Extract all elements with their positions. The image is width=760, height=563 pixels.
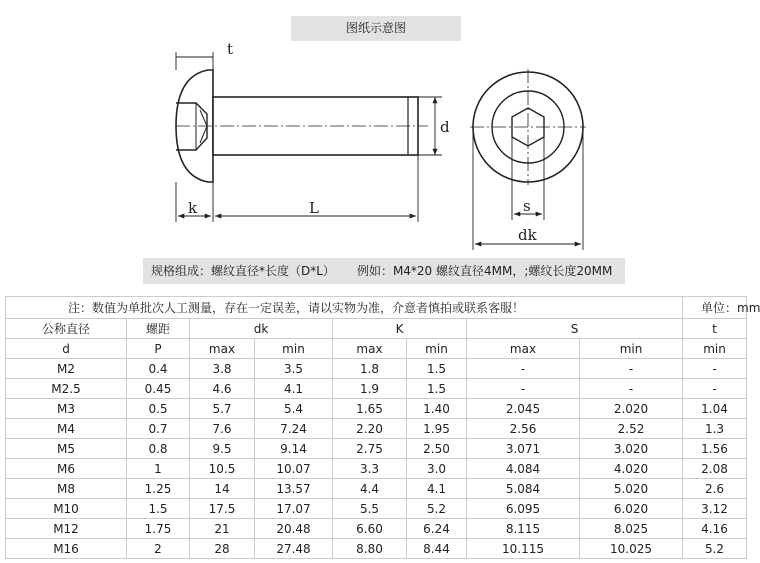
cell-nominal: M12: [6, 519, 127, 539]
cell-dk-max: 9.5: [190, 439, 255, 459]
cell-nominal: M8: [6, 479, 127, 499]
table-row: [6, 399, 747, 419]
technical-drawing: [0, 0, 750, 258]
cell-dk-max: 17.5: [190, 499, 255, 519]
cell-t-min: 3.12: [683, 499, 747, 519]
cell-s-max: 6.095: [467, 499, 580, 519]
cell-dk-min: 5.4: [255, 399, 333, 419]
table-row: [6, 499, 747, 519]
spec-example: 例如：M4*20 螺纹直径4MM，;螺纹长度20MM: [356, 264, 613, 278]
cell-s-min: 6.020: [580, 499, 683, 519]
header-s: S: [467, 319, 683, 339]
cell-dk-min: 10.07: [255, 459, 333, 479]
cell-dk-min: 3.5: [255, 359, 333, 379]
note-text: 注：数值为单批次人工测量，存在一定误差，请以实物为准，介意者慎拍或联系客服！: [6, 297, 683, 319]
dimension-table: [5, 296, 760, 559]
cell-dk-min: 20.48: [255, 519, 333, 539]
cell-dk-max: 10.5: [190, 459, 255, 479]
cell-dk-max: 7.6: [190, 419, 255, 439]
cell-s-min: 2.52: [580, 419, 683, 439]
header-k-min: min: [407, 339, 467, 359]
cell-k-max: 2.20: [333, 419, 407, 439]
cell-dk-min: 27.48: [255, 539, 333, 559]
table-row: [6, 379, 747, 399]
cell-t-min: -: [683, 379, 747, 399]
cell-nominal: M5: [6, 439, 127, 459]
cell-s-max: 2.045: [467, 399, 580, 419]
cell-dk-min: 17.07: [255, 499, 333, 519]
unit-label: 单位：mm: [683, 297, 747, 319]
cell-nominal: M16: [6, 539, 127, 559]
cell-s-max: 8.115: [467, 519, 580, 539]
header-t-min: min: [683, 339, 747, 359]
cell-s-max: 2.56: [467, 419, 580, 439]
cell-dk-max: 14: [190, 479, 255, 499]
cell-s-max: 10.115: [467, 539, 580, 559]
label-L: L: [309, 199, 319, 217]
cell-k-max: 6.60: [333, 519, 407, 539]
header-k: K: [333, 319, 467, 339]
label-k: k: [188, 199, 198, 217]
table-row: [6, 439, 747, 459]
header-t: t: [683, 319, 747, 339]
cell-s-min: 5.020: [580, 479, 683, 499]
cell-k-max: 1.9: [333, 379, 407, 399]
cell-s-min: 2.020: [580, 399, 683, 419]
header-dk-min: min: [255, 339, 333, 359]
cell-nominal: M2.5: [6, 379, 127, 399]
table-row: [6, 479, 747, 499]
header-dk-max: max: [190, 339, 255, 359]
cell-pitch: 0.7: [127, 419, 190, 439]
header-nominal: 公称直径: [6, 319, 127, 339]
cell-dk-max: 21: [190, 519, 255, 539]
cell-pitch: 1.25: [127, 479, 190, 499]
cell-k-max: 5.5: [333, 499, 407, 519]
cell-k-min: 2.50: [407, 439, 467, 459]
cell-k-min: 5.2: [407, 499, 467, 519]
cell-t-min: 2.08: [683, 459, 747, 479]
label-dk: dk: [518, 226, 537, 244]
cell-dk-min: 9.14: [255, 439, 333, 459]
cell-s-min: 3.020: [580, 439, 683, 459]
cell-s-max: 4.084: [467, 459, 580, 479]
header-row: [6, 319, 747, 339]
cell-t-min: -: [683, 359, 747, 379]
cell-s-min: -: [580, 379, 683, 399]
cell-dk-max: 28: [190, 539, 255, 559]
cell-s-max: -: [467, 379, 580, 399]
cell-k-min: 1.5: [407, 359, 467, 379]
cell-t-min: 5.2: [683, 539, 747, 559]
end-view: [470, 69, 586, 185]
table-row: [6, 459, 747, 479]
subheader-row: [6, 339, 747, 359]
header-k-max: max: [333, 339, 407, 359]
header-dk: dk: [190, 319, 333, 339]
cell-k-min: 4.1: [407, 479, 467, 499]
label-t: t: [227, 40, 234, 58]
header-pitch-symbol: P: [127, 339, 190, 359]
header-pitch: 螺距: [127, 319, 190, 339]
cell-k-max: 8.80: [333, 539, 407, 559]
cell-k-min: 8.44: [407, 539, 467, 559]
cell-k-min: 1.95: [407, 419, 467, 439]
header-nominal-symbol: d: [6, 339, 127, 359]
cell-dk-max: 3.8: [190, 359, 255, 379]
cell-k-max: 2.75: [333, 439, 407, 459]
cell-nominal: M6: [6, 459, 127, 479]
cell-s-min: 8.025: [580, 519, 683, 539]
drawing-title: 图纸示意图: [291, 16, 461, 41]
cell-t-min: 2.6: [683, 479, 747, 499]
header-s-max: max: [467, 339, 580, 359]
cell-s-min: 10.025: [580, 539, 683, 559]
cell-pitch: 0.45: [127, 379, 190, 399]
spec-composition: 规格组成：螺纹直径*长度（D*L）: [151, 264, 335, 278]
label-d: d: [440, 118, 450, 136]
cell-s-max: 5.084: [467, 479, 580, 499]
cell-k-max: 1.65: [333, 399, 407, 419]
table-row: [6, 419, 747, 439]
cell-k-min: 1.5: [407, 379, 467, 399]
cell-dk-min: 7.24: [255, 419, 333, 439]
table-row: [6, 359, 747, 379]
t-dimension: [176, 52, 213, 70]
cell-pitch: 0.4: [127, 359, 190, 379]
cell-pitch: 0.8: [127, 439, 190, 459]
cell-k-max: 1.8: [333, 359, 407, 379]
cell-k-min: 1.40: [407, 399, 467, 419]
cell-dk-max: 5.7: [190, 399, 255, 419]
cell-dk-min: 13.57: [255, 479, 333, 499]
cell-t-min: 1.56: [683, 439, 747, 459]
cell-nominal: M4: [6, 419, 127, 439]
spec-description: [143, 258, 625, 284]
cell-dk-min: 4.1: [255, 379, 333, 399]
cell-nominal: M10: [6, 499, 127, 519]
cell-pitch: 1.75: [127, 519, 190, 539]
cell-t-min: 4.16: [683, 519, 747, 539]
cell-k-max: 3.3: [333, 459, 407, 479]
cell-nominal: M2: [6, 359, 127, 379]
cell-pitch: 2: [127, 539, 190, 559]
table-row: [6, 519, 747, 539]
cell-pitch: 0.5: [127, 399, 190, 419]
cell-t-min: 1.3: [683, 419, 747, 439]
cell-k-min: 6.24: [407, 519, 467, 539]
cell-s-min: 4.020: [580, 459, 683, 479]
cell-k-min: 3.0: [407, 459, 467, 479]
cell-pitch: 1.5: [127, 499, 190, 519]
cell-s-max: -: [467, 359, 580, 379]
cell-pitch: 1: [127, 459, 190, 479]
note-row: [6, 297, 747, 319]
cell-s-min: -: [580, 359, 683, 379]
cell-dk-max: 4.6: [190, 379, 255, 399]
cell-k-max: 4.4: [333, 479, 407, 499]
cell-nominal: M3: [6, 399, 127, 419]
table-row: [6, 539, 747, 559]
cell-s-max: 3.071: [467, 439, 580, 459]
cell-t-min: 1.04: [683, 399, 747, 419]
label-s: s: [523, 197, 531, 215]
header-s-min: min: [580, 339, 683, 359]
